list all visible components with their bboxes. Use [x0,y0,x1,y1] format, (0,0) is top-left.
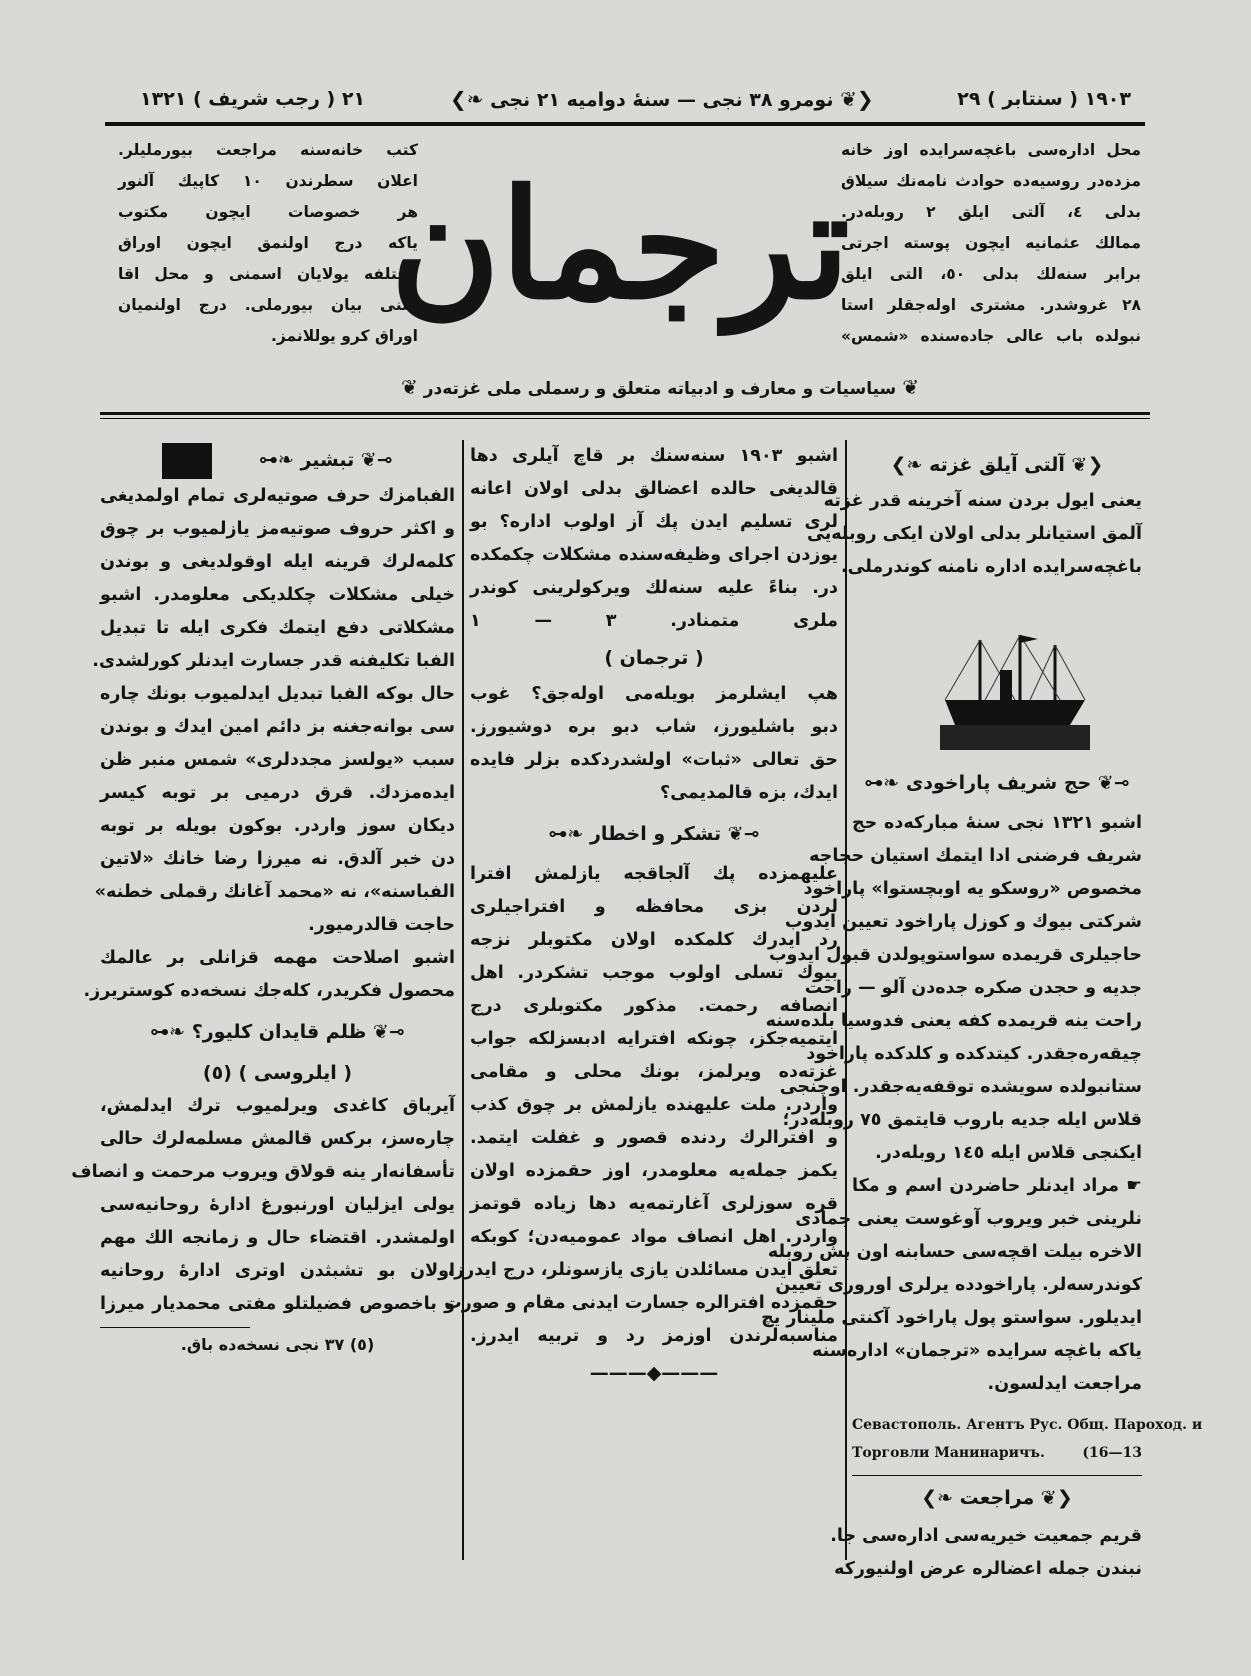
ornament-icon: ❦ [902,375,919,399]
text-line: قریم جمعیت خیریه‌سی اداره‌سی جا. [830,1526,1142,1546]
text-line: سی بوانه‌جغنه بز دائم امین ایدك و بوندن [100,717,455,737]
text-line: نلرینی خبر ویروب آوغوست یعنی جمادی [795,1209,1142,1229]
column-right [761,445,1203,1586]
text-line: اوراق كرو یوللانمز. [271,327,418,345]
text-line: تأسفانه‌ار ینه قولاق ویروب مرحمت و انصاف [71,1162,455,1182]
text-line: باغچه‌سرایده اداره نامنه كوندرملی. [840,557,1142,577]
text-line: كوندرسه‌لر. پاراخودده یرلری اوروری تعیین [775,1275,1142,1295]
subtitle-text: سیاسیات و معارف و ادبیاته متعلق و رسملى ملى غزته‌در [423,379,897,399]
text-line: اشبو ١٣٢١ نجی سنهٔ مباركه‌ده حج [852,813,1142,833]
text-line: حال بوكه الفبا تبدیل ایدلمیوب بونك چاره [100,684,455,704]
advertising-info [118,135,418,352]
text-line: مزده‌در روسیه‌ده حوادث نامه‌نك سیلاق [841,172,1141,190]
text-line: محل ادارەسی باغچەسرایده اوز خانه [841,141,1141,159]
text-line: قره سوزلری آغارتمه‌یه دها زیاده قوتمز [470,1194,838,1214]
text-line: برابر سنه‌لك بدلی ٥٠، التی ایلق [841,265,1141,283]
footnote: (٥) ٣٧ نجی نسخه‌ده باق. [180,1335,375,1354]
text-line: سبب «یولسز مجددلری» شمس منبر ظن [100,750,455,770]
text-line: لردن بزی محافظه و افتراجیلری [470,897,838,917]
signature: ( ترجمان ) [604,647,704,669]
text-line: جدیه و حجدن صكره جده‌دن آلو — راحت [804,978,1142,998]
text-line: اشبو اصلاحت مهمه قزانلی بر عالمك [100,948,455,968]
dateline-gregorian: ١٩٠٣ ( سنتابر ) ٢٩ [957,88,1131,110]
text-line: چاره‌سز، بركس قالمش مسلمه‌لرك حالی [100,1129,455,1149]
text-line: یولی ایزلیان اورنبورغ ادارهٔ روحانیه‌سی [100,1195,455,1215]
text-line: محصول فكریدر، كله‌جك نسخه‌ده كوستریرز. [83,981,455,1001]
text-line: ایكنجی قلاس ایله ١٤٥ روبله‌در. [875,1143,1142,1163]
column-left [71,440,455,1362]
steamship-illustration [940,630,1090,750]
text-line: هپ ایشلرمز بویله‌می اوله‌جق؟ غوب [470,684,838,704]
dateline-hijri: ٢١ ( رجب شریف ) ١٣٢١ [140,88,366,110]
ad-reference: (16—13 [1082,1445,1142,1461]
hand-stamp-icon [162,443,212,479]
text-line: شریف فرضنی ادا ایتمك استیان حجاجه [809,846,1142,866]
text-line: ٢٨ غروشدر. مشتری اوله‌جقلر استا [841,296,1141,314]
text-line: لری تسلیم ایدن پك آز اولوب اداره؟ بو [470,512,838,532]
text-line: قالدیغی حالده اعضالق بدلی اولان اعانه [470,479,838,499]
text-line: بیوك تسلی اولوب موجب تشكردر. اهل [470,963,838,983]
text-line: دن خبر آلدق. نه میرزا رضا خانك «لاتین [100,849,455,869]
text-line [852,1170,1142,1203]
heading-text: تبشیر [300,449,355,471]
masthead-title: ترجمان [390,157,850,333]
column-middle [444,440,838,1393]
column-divider [462,440,464,1560]
text-line: حقمزده افترالره جسارت ایدنی مقام و صورت [444,1293,838,1313]
text-line: ایدك، بزه قالمدیمی؟ [660,783,838,803]
ad-line: Севастополь. Агентъ Рус. Общ. Пароход. и [852,1417,1203,1433]
text-line: ممالك عثمانیه ایچون پوسته اجرتی [841,234,1141,252]
text-line: واردر. ملت علیهنده یازلمش بر چوق كذب [470,1095,838,1115]
dateline-issue [450,82,874,116]
byline: ( ایلروسی ) (٥) [202,1062,353,1084]
text-line: ایتمیه‌جكز، چونكه افترایه ادبسزلكه جواب [470,1029,838,1049]
header-rule [105,122,1145,126]
masthead-subtitle [380,375,940,399]
text-line: متنی بیان بیورملی. درج اولنمیان [118,296,418,314]
text-line: كتب خانه‌سنه مراجعت بیورمليلر. [118,141,418,159]
text-line: دبو باشلیورز، شاب دبو بره دوشیورز. [470,717,838,737]
text-line: الفبا تكلیفنه قدر جسارت ایدنلر كورلشدی. [92,651,455,671]
section-heading: ❮❦ مراجعت ❧❯ [921,1487,1073,1509]
issue-number: نومرو ٣٨ نجى — سنهٔ دوامیه ٢١ نجى [490,89,834,111]
text-line: بدلی ٤، آلتی ایلق ٢ روبله‌در. [841,203,1141,221]
text-line: غزته‌ده ویرلمز، بونك محلی و مقامی [470,1062,838,1082]
text-line: قلاس ایله جدیه باروب قایتمق ٧٥ روبله‌در؛ [782,1110,1142,1130]
text-line: آیرباق كاغدی ویرلمیوب ترك ایدلمش، [100,1096,455,1116]
text-line: كلمه‌لرك قرینه ایله اوقولدیغی و بوندن [100,552,455,572]
text-line: چیقه‌ره‌جقدر. كیتدكده و كلدكده پاراخود [806,1044,1142,1064]
text-line: مختلفه یولایان اسمنی و محل اقا [118,265,418,283]
text-line: آلمق استیانلر بدلی اولان ایكی روبله‌یی [806,524,1142,544]
heading-text: حج شریف پاراخودی [905,772,1092,794]
masthead-rule [100,412,1150,415]
section-heading: ⊸❦ ظلم قایدان كلیور؟ ❧⊷ [150,1021,405,1043]
text-line: رد ایدرك كلمكده اولان مكتوبلر نزجه [470,930,838,950]
text-line: یعنی ایول بردن سنه آخرینه قدر غزته [823,491,1142,511]
text-line: دیكان سوز واردر. بوكون بویله بر توبه [100,816,455,836]
text-line: اعلان سطرندن ١٠ كاپیك آلنور [118,172,418,190]
heading-text: ظلم قایدان كلیور؟ [191,1021,367,1043]
heading-text: آلتی آیلق غزته [929,454,1065,476]
ornament-icon: ❧❯ [450,87,484,111]
text-line: مناسبه‌لرندن اوزمز رد و تربیه ایدرز. [470,1326,838,1346]
text-line: و اكثر حروف صوتیه‌مز یازلمیوب بر چوق [100,519,455,539]
text-line: نبولده باب عالی جاده‌سنده «شمس» [841,327,1141,345]
russian-advertisement [852,1411,1203,1467]
text-line: راحت ینه قریمده كفه یعنی فدوسیا بلده‌سنه [765,1011,1142,1031]
text-line: ستانبولده سویشده توقفه‌یه‌جقدر. اوچنجی [779,1077,1142,1097]
text-fragment: مراد ایدنلر حاضردن اسم و مكا [852,1176,1119,1196]
text-line: یاكه درج اولنمق ایچون اوراق [118,234,418,252]
end-ornament-icon: ———◆——— [589,1362,719,1384]
text-line: یكمز جمله‌یه معلومدر، اوز حقمزده اولان [470,1161,838,1181]
section-heading: ⊸❦ تبشیر ❧⊷ [100,440,455,480]
section-heading: ❮❦ آلتی آیلق غزته ❧❯ [890,454,1104,476]
text-line: علیهمزده پك آلجاقجه یازلمش افترا [470,864,838,884]
text-line: مخصوص «روسكو یه اوبچستوا» پاراخود [803,879,1142,899]
text-line: هر خصوصات ایچون مكتوب [118,203,418,221]
text-line: حاجیلری قریمده سواستوپولدن قبول ایدوب [768,945,1142,965]
text-line: شركتی بیوك و كوزل پاراخود تعیین ایدوب [784,912,1142,932]
section-heading: ⊸❦ حج شریف پاراخودی ❧⊷ [864,772,1130,794]
text-line: انصافه رحمت. مذكور مكتوبلری درج [470,996,838,1016]
section-heading: ⊸❦ تشكر و اخطار ❧⊷ [548,823,760,845]
text-line: واردر. اهل انصاف مواد عمومیه‌دن؛ كوبكه [470,1227,838,1247]
text-line: حاجت قالدرمیور. [308,915,455,935]
text-line: تعلق ایدن مسائلدن یازی یازسونلر، درج ایدرز، [447,1260,838,1280]
text-line: و افترالرك ردنده قصور و غفلت ایتمد. [470,1128,838,1148]
text-line: در. بناءً علیه سنه‌لك ویركولرینی كوندر [470,578,838,598]
ad-line: Торговли Манинаричъ. [852,1445,1045,1461]
text-line: یاكه باغچه سرایده «ترجمان» اداره‌سنه [812,1341,1142,1361]
pointing-hand-icon: ☛ [1118,1176,1142,1196]
text-line: الفباسنه»، نه «محمد آغانك رقملی خطنه» [94,882,455,902]
text-line: خیلی مشكلات چكلدیكی معلومدر. اشبو [100,585,455,605]
ornament-icon: ❮❦ [840,87,874,111]
text-line: اولمشدر. اقتضاء حال و زمانجه الك مهم [100,1228,455,1248]
text-line: ایدیلور. سواستو پول پاراخود آكنتی ملینار یچ [761,1308,1142,1328]
text-line: نبندن جمله اعضالره عرض اولنیوركه [834,1559,1142,1579]
text-line: ملری متمنادر. ٣ — ١ [470,611,838,631]
text-line: الفبامزك حرف صوتیه‌لری تمام اولمدیغی [100,486,455,506]
text-line: ایده‌مزدك. قرق درمیی بر توبه كیسر [100,783,455,803]
text-line: الاخره بیلت اقچه‌سی حسابنه اون بش روبله [767,1242,1142,1262]
ornament-icon: ❦ [401,375,418,399]
heading-text: تشكر و اخطار [589,823,722,845]
heading-text: مراجعت [959,1487,1035,1509]
text-line: اشبو ١٩٠٣ سنه‌سنك بر قاچ آیلری دها [470,446,838,466]
masthead-rule [100,418,1150,419]
subscription-info [841,135,1141,352]
text-line: و باخصوص فضیلتلو مفتی محمدیار میرزا [100,1294,455,1314]
text-line: اولان بو تشبثدن اوتری ادارهٔ روحانیه [100,1261,455,1281]
text-line: حق تعالی «ثبات» اولشدردكده بزلر فایده [470,750,838,770]
text-line: مراجعت ایدلسون. [987,1374,1142,1394]
text-line: مشكلاتی دفع ایتمك فكری ایله تا تبدیل [100,618,455,638]
text-line: یوزدن اجرای وظیفه‌سنده مشكلات چكمكده [470,545,838,565]
